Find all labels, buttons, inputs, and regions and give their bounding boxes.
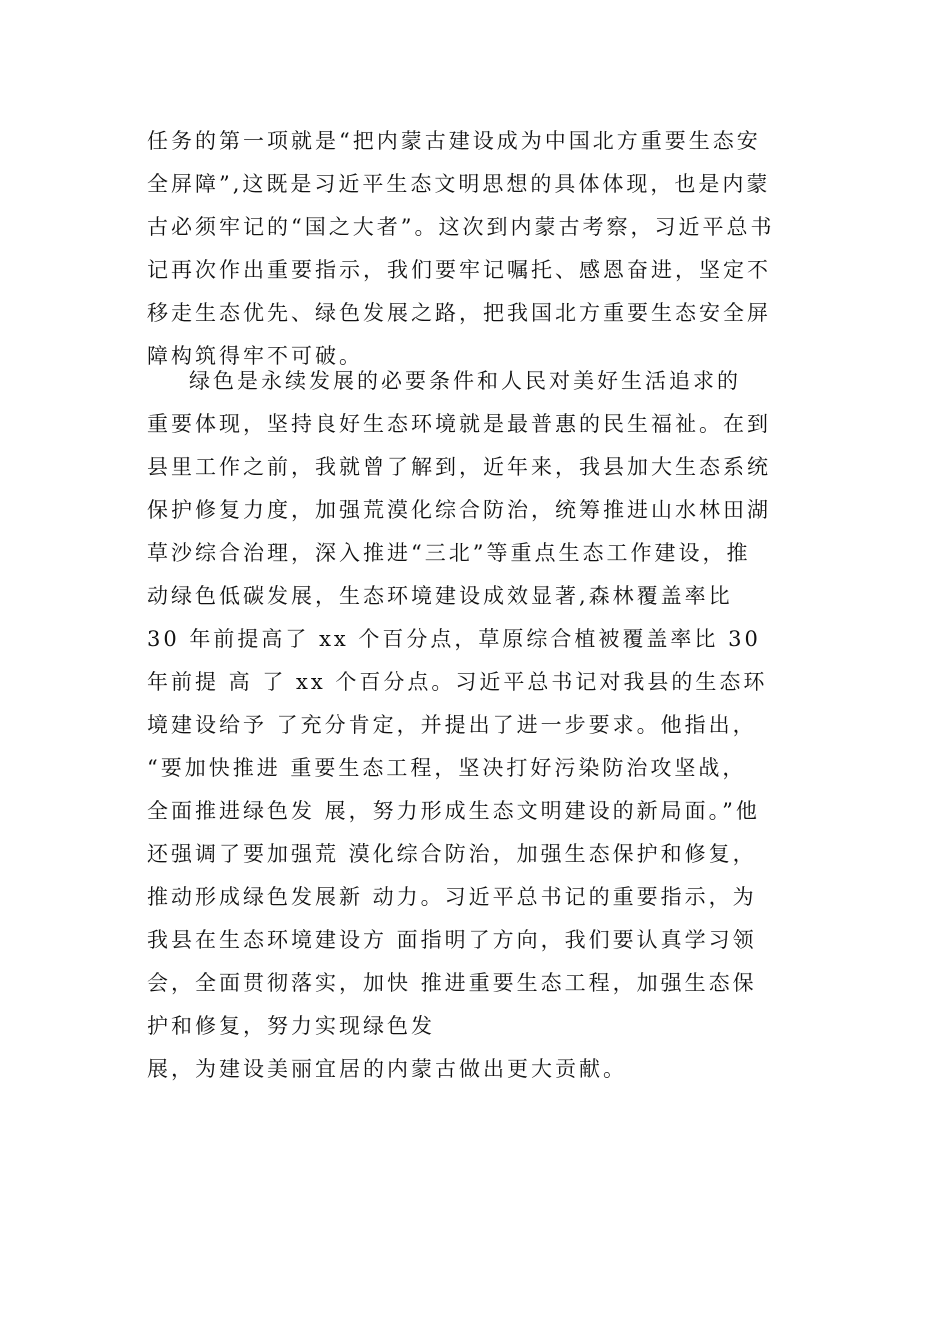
paragraph-line: 全面推进绿色发 展，努力形成生态文明建设的新局面。”他 [147, 799, 760, 823]
paragraph-line: 全屏障”,这既是习近平生态文明思想的具体体现，也是内蒙 [147, 172, 771, 196]
paragraph-line: 推动形成绿色发展新 动力。习近平总书记的重要指示，为 [147, 885, 757, 909]
paragraph-line: 绿色是永续发展的必要条件和人民对美好生活追求的 [189, 369, 741, 393]
paragraph-line: 30 年前提高了 xx 个百分点，草原综合植被覆盖率比 30 [147, 627, 761, 651]
paragraph-line: 移走生态优先、绿色发展之路，把我国北方重要生态安全屏 [147, 301, 771, 325]
paragraph-line: 护和修复，努力实现绿色发 [147, 1014, 435, 1038]
paragraph-line: 保护修复力度，加强荒漠化综合防治，统筹推进山水林田湖 [147, 498, 771, 522]
paragraph-line: 记再次作出重要指示，我们要牢记嘱托、感恩奋进，坚定不 [147, 258, 771, 282]
paragraph-1 [147, 120, 807, 378]
paragraph-line: 会，全面贯彻落实，加快 推进重要生态工程，加强生态保 [147, 971, 757, 995]
paragraph-line: 动绿色低碳发展，生态环境建设成效显著,森林覆盖率比 [147, 584, 733, 608]
paragraph-line: 我县在生态环境建设方 面指明了方向，我们要认真学习领 [147, 928, 757, 952]
paragraph-line: 境建设给予 了充分肯定，并提出了进一步要求。他指出， [147, 713, 757, 737]
paragraph-line: 任务的第一项就是“把内蒙古建设成为中国北方重要生态安 [147, 129, 761, 153]
paragraph-line: “要加快推进 重要生态工程，坚决打好污染防治攻坚战， [147, 756, 747, 780]
paragraph-line: 展，为建设美丽宜居的内蒙古做出更大贡献。 [147, 1057, 627, 1081]
paragraph-line: 重要体现，坚持良好生态环境就是最普惠的民生福祉。在到 [147, 412, 771, 436]
paragraph-line: 县里工作之前，我就曾了解到，近年来，我县加大生态系统 [147, 455, 771, 479]
paragraph-line: 障构筑得牢不可破。 [147, 344, 363, 368]
paragraph-line: 古必须牢记的“国之大者”。这次到内蒙古考察，习近平总书 [147, 215, 775, 239]
paragraph-line: 草沙综合治理，深入推进“三北”等重点生态工作建设，推 [147, 541, 751, 565]
paragraph-2 [147, 360, 807, 1091]
paragraph-line: 还强调了要加强荒 漠化综合防治，加强生态保护和修复， [147, 842, 757, 866]
paragraph-line: 年前提 高 了 xx 个百分点。习近平总书记对我县的生态环 [147, 670, 768, 694]
